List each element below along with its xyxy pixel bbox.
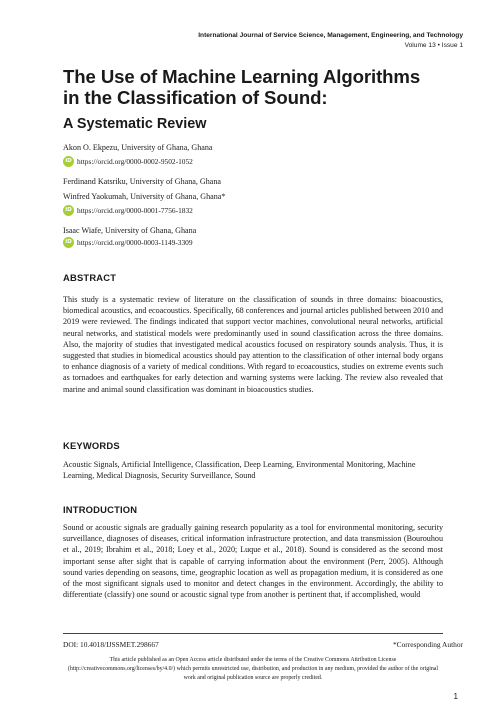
abstract-text: This study is a systematic review of literature on the classification of sounds in three domains: bioacoustics, biomedical acoustics, and ecoacoustics. Specifically, 68 conferences and journal articles published between 2010 and 2019 were reviewed. The findings indicated that support vector machines, convolutional neural networks, artificial neural networks, and statistical models were predominantly used in sound classification across the three domains. Also, the majority of studies that investigated medical acoustics focused on respiratory sounds analysis. Thus, it is suggested that studies in biomedical acoustics should pay attention to the classification of other internal body organs to enhance diagnosis of a variety of medical conditions. With regard to ecoacoustics, studies on extreme events such as tornadoes and earthquakes for early detection and warning systems were lacking. The review also revealed that marine and animal sound classification was dominant in bioacoustics studies. — [63, 295, 443, 394]
author-1-name: Akon O. Ekpezu, University of Ghana, Ghana — [63, 143, 213, 152]
author-4-orcid-link[interactable]: https://orcid.org/0000-0003-1149-3309 — [77, 237, 193, 247]
abstract-heading: ABSTRACT — [63, 272, 117, 283]
introduction-heading: INTRODUCTION — [63, 504, 138, 515]
orcid-icon: iD — [63, 237, 74, 248]
author-3-name: Winfred Yaokumah, University of Ghana, Ghana* — [63, 192, 226, 201]
paper-subtitle: A Systematic Review — [63, 116, 207, 132]
author-3-orcid-row[interactable] — [63, 204, 193, 216]
keywords-text: Acoustic Signals, Artificial Intelligence, Classification, Deep Learning, Environmental Monitoring, Machine Learning, Medical Diagnosis, Security Surveillance, Sound — [63, 460, 416, 481]
author-4-name: Isaac Wiafe, University of Ghana, Ghana — [63, 226, 197, 235]
journal-name: International Journal of Service Science, Management, Engineering, and Technology — [198, 32, 463, 39]
introduction-text: Sound or acoustic signals are gradually gaining research popularity as a tool for environmental monitoring, security surveillance, diagnoses of diseases, critical information infrastructure protection, and data transmission (Bourouhou et al., 2019; Ibrahim et al., 2018; Loey et al., 2020; Luque et al., 2018). Sound is considered as the second most important sense after sight that is capable of carrying information about the environment (Perr, 2005). Although sound varies depending on seasons, time, geographic location as well as propagation medium, it is considered as one of the most significant signals used to monitor and detect changes in the environment. Accordingly, the ability to differentiate (classify) one sound or acoustic signal type from another is pertinent that, if accomplished, would — [63, 523, 443, 600]
author-2-name: Ferdinand Katsriku, University of Ghana, Ghana — [63, 177, 222, 186]
author-3-orcid-link[interactable]: https://orcid.org/0000-0001-7756-1832 — [77, 205, 193, 215]
author-1-orcid-row[interactable] — [63, 155, 193, 167]
orcid-icon: iD — [63, 205, 74, 216]
author-1-orcid-link[interactable]: https://orcid.org/0000-0002-9502-1052 — [77, 156, 193, 166]
footer-divider — [63, 633, 443, 634]
page-number: 1 — [453, 692, 458, 701]
volume-issue: Volume 13 • Issue 1 — [404, 42, 463, 49]
license-notice: This article published as an Open Access article distributed under the terms of the Creative Commons Attribution License (http://creativecommons.org/licenses/by/4.0/) which permits unrestricted use, distribution, and production in any medium, provided the author of the original work and original publication source are properly credited. — [67, 657, 439, 681]
paper-title-line-2: in the Classification of Sound: — [63, 87, 328, 108]
author-4-orcid-row[interactable] — [63, 236, 193, 248]
orcid-icon: iD — [63, 156, 74, 167]
keywords-heading: KEYWORDS — [63, 440, 120, 451]
paper-title-line-1: The Use of Machine Learning Algorithms — [63, 66, 421, 87]
corresponding-author-note: *Corresponding Author — [392, 640, 463, 649]
doi: DOI: 10.4018/IJSSMET.298667 — [63, 640, 159, 649]
